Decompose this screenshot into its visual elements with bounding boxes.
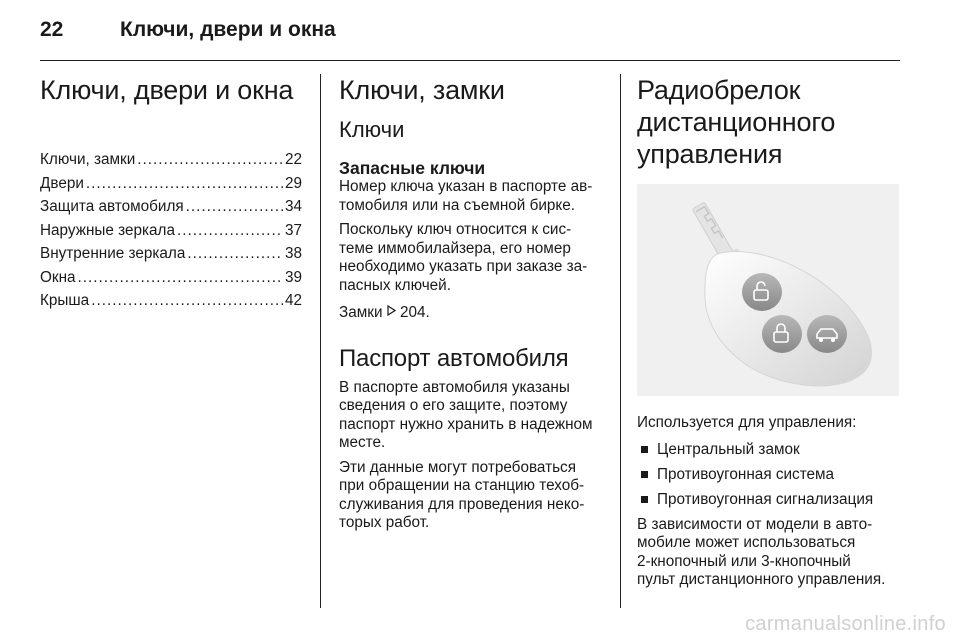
header-rule bbox=[40, 60, 900, 61]
bullet-square-icon bbox=[641, 446, 648, 453]
toc-item[interactable] bbox=[40, 195, 302, 219]
column-divider-2 bbox=[620, 74, 621, 608]
passport-paragraph-2: Эти данные могут потребоваться при обращении на станцию техоб- служивания для проведения неко- торых работ. bbox=[339, 458, 585, 531]
toc-item[interactable] bbox=[40, 266, 302, 290]
toc-leader bbox=[187, 242, 283, 266]
list-item: Противоугонная система bbox=[637, 462, 903, 487]
bullet-square-icon bbox=[641, 471, 648, 478]
remote-paragraph: В зависимости от модели в авто- мобиле может использоваться 2-кнопочный или 3-кнопочный пульт дистанционного управления. bbox=[637, 515, 886, 588]
toc-item-label: Окна bbox=[40, 268, 76, 286]
list-item: Противоугонная сигнализация bbox=[637, 487, 903, 512]
bullet-square-icon bbox=[641, 496, 648, 503]
toc-column bbox=[40, 74, 302, 313]
toc-item-page: 29 bbox=[284, 174, 302, 192]
toc-item-page: 39 bbox=[284, 268, 302, 286]
toc-leader bbox=[91, 289, 283, 313]
toc-item-label: Крыша bbox=[40, 292, 90, 309]
toc-leader bbox=[186, 195, 283, 219]
toc-item[interactable] bbox=[40, 289, 302, 313]
toc-item[interactable] bbox=[40, 172, 302, 196]
running-title: Ключи, двери и окна bbox=[120, 18, 336, 41]
toc-item-label: Двери bbox=[40, 174, 84, 192]
toc-item-label: Ключи, замки bbox=[40, 151, 136, 168]
spare-keys-paragraph-1: Номер ключа указан в паспорте ав- томобиля или на съемной бирке. bbox=[339, 178, 593, 214]
toc-item-label: Наружные зеркала bbox=[40, 221, 175, 239]
watermark: carmanualsonline.info bbox=[745, 613, 946, 635]
spare-keys-title: Запасные ключи bbox=[339, 158, 486, 178]
toc-item-label: Защита автомобиля bbox=[40, 198, 184, 215]
page-header bbox=[40, 18, 900, 56]
page-number: 22 bbox=[40, 18, 64, 41]
toc-leader bbox=[137, 148, 283, 172]
passport-paragraph-1: В паспорте автомобиля указаны сведения о его защите, поэтому паспорт нужно хранить в надежном месте. bbox=[339, 378, 593, 451]
toc-item[interactable] bbox=[40, 219, 302, 243]
toc-leader bbox=[86, 172, 283, 196]
toc-item-page: 34 bbox=[284, 198, 302, 215]
list-item: Центральный замок bbox=[637, 437, 903, 462]
section-heading: Ключи, замки bbox=[339, 75, 505, 105]
column-divider-1 bbox=[320, 74, 321, 608]
toc-item[interactable] bbox=[40, 148, 302, 172]
remote-column bbox=[637, 74, 903, 590]
remote-functions-list bbox=[637, 437, 903, 512]
toc-item[interactable] bbox=[40, 242, 302, 266]
toc-list bbox=[40, 148, 302, 313]
remote-heading: Радиобрелок дистанционного управления bbox=[637, 75, 836, 169]
toc-item-page: 42 bbox=[284, 292, 302, 309]
toc-item-label: Внутренние зеркала bbox=[40, 245, 186, 262]
chapter-heading: Ключи, двери и окна bbox=[40, 75, 294, 105]
toc-leader bbox=[177, 219, 283, 243]
locks-reference[interactable]: Замки 204. bbox=[339, 304, 430, 321]
spare-keys-paragraph-2: Поскольку ключ относится к сис- теме иммобилайзера, его номер необходимо указать при заказе за- пасных ключей. bbox=[339, 221, 588, 294]
toc-leader bbox=[78, 266, 283, 290]
subsection-heading: Ключи bbox=[339, 117, 405, 142]
car-key-fob-icon bbox=[637, 184, 899, 396]
keys-column bbox=[339, 74, 607, 533]
toc-item-page: 38 bbox=[284, 245, 302, 262]
toc-item-page: 37 bbox=[284, 221, 302, 239]
arrow-triangle-icon bbox=[387, 303, 396, 322]
toc-item-page: 22 bbox=[284, 151, 302, 168]
remote-intro: Используется для управления: bbox=[637, 414, 857, 431]
passport-title: Паспорт автомобиля bbox=[339, 344, 569, 372]
